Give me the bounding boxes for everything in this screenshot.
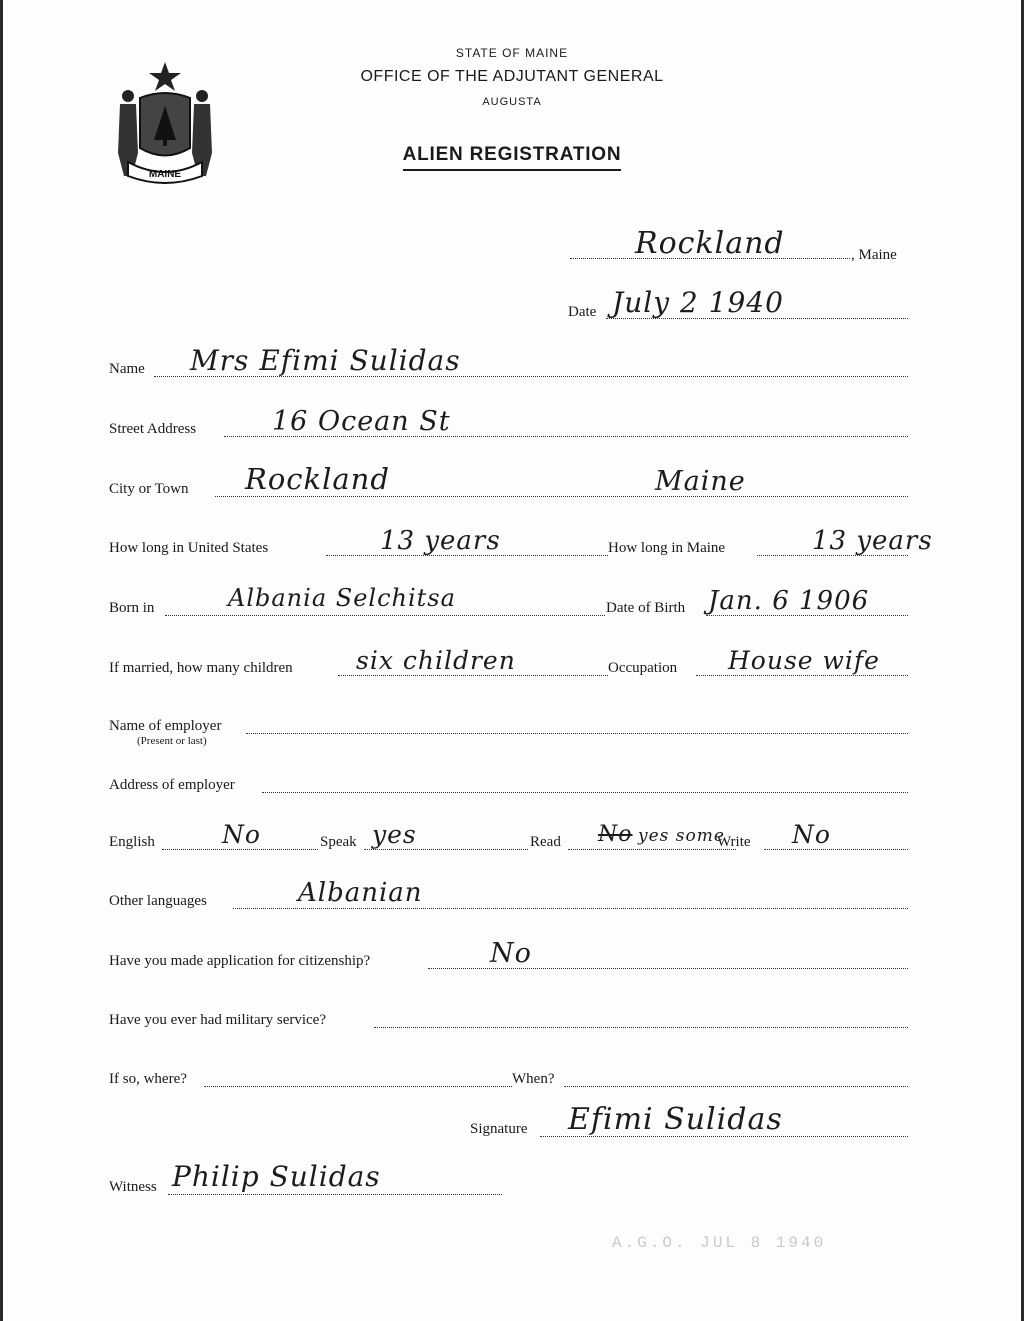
occupation-line [696,675,908,676]
header-city: AUGUSTA [482,96,542,108]
place-value: Rockland [635,226,785,261]
witness-value: Philip Sulidas [172,1160,381,1193]
where-line [204,1086,512,1087]
city-label: City or Town [109,481,189,497]
write-value: No [792,820,831,849]
languages-value: Albanian [298,878,423,908]
occupation-value: House wife [728,646,880,675]
citizenship-label: Have you made application for citizenship? [109,953,371,969]
name-value: Mrs Efimi Sulidas [190,344,461,377]
left-border [0,0,3,1321]
received-stamp: A.G.O. JUL 8 1940 [612,1234,827,1252]
english-value: No [222,820,261,849]
witness-label: Witness [109,1179,157,1195]
born-value: Albania Selchitsa [228,584,456,612]
date-value: July 2 1940 [612,286,784,319]
city-value: Rockland [245,462,390,496]
dob-label: Date of Birth [606,600,686,616]
citizenship-value: No [490,938,532,969]
english-label: English [109,834,155,850]
children-label: If married, how many children [109,660,293,676]
read-value: yes some [638,826,725,846]
seal-text: MAINE [148,169,182,180]
name-label: Name [109,361,145,377]
children-line [338,675,608,676]
military-line [374,1027,908,1028]
languages-label: Other languages [109,893,207,909]
form-title-text: ALIEN REGISTRATION [403,144,622,171]
employer-address-label: Address of employer [109,777,235,793]
languages-line [233,908,908,909]
where-label: If so, where? [109,1071,187,1087]
header-office: OFFICE OF THE ADJUTANT GENERAL [360,68,664,85]
us-duration-value: 13 years [380,526,501,556]
place-suffix: , Maine [851,247,897,263]
military-label: Have you ever had military service? [109,1012,326,1028]
write-line [764,849,908,850]
occupation-label: Occupation [608,660,678,676]
when-label: When? [512,1071,555,1087]
speak-line [364,849,528,850]
witness-line [168,1194,502,1195]
employer-label: Name of employer [109,718,222,734]
write-label: Write [717,834,751,850]
born-line [165,615,605,616]
maine-duration-label: How long in Maine [608,540,726,556]
maine-duration-value: 13 years [812,526,933,556]
speak-label: Speak [320,834,357,850]
state-value: Maine [655,466,746,497]
us-duration-label: How long in United States [109,540,269,556]
city-line [215,496,908,497]
english-line [162,849,318,850]
when-line [564,1086,908,1087]
employer-line [246,733,908,734]
employer-address-line [262,792,908,793]
signature-value: Efimi Sulidas [568,1102,783,1137]
read-line [568,849,736,850]
date-label: Date [568,304,597,320]
header-state: STATE OF MAINE [455,46,569,60]
speak-value: yes [372,820,417,849]
dob-value: Jan. 6 1906 [708,586,870,616]
read-label: Read [530,834,561,850]
street-label: Street Address [109,421,197,437]
signature-label: Signature [470,1121,528,1137]
form-title [0,144,1024,166]
employer-sublabel: (Present or last) [137,735,207,747]
read-struck-value: No [598,822,633,847]
children-value: six children [356,646,516,675]
born-label: Born in [109,600,155,616]
street-value: 16 Ocean St [272,406,451,437]
